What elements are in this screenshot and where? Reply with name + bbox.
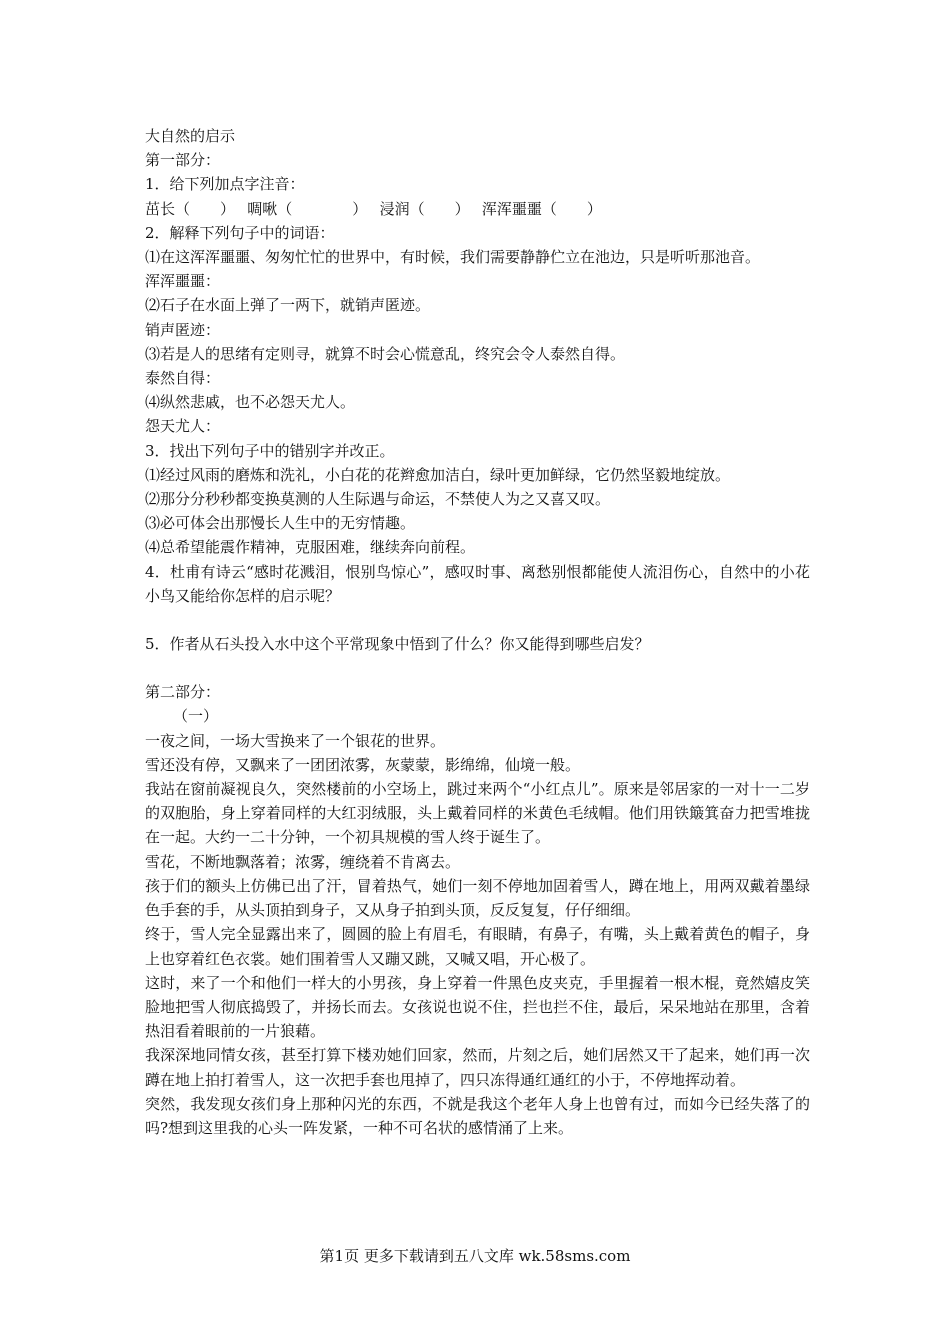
document-body <box>145 124 810 1140</box>
question-2-sentence: ⑷纵然悲戚，也不必怨天尤人。 <box>145 393 356 412</box>
question-3-prompt: 3．找出下列句子中的错别字并改正。 <box>145 441 395 460</box>
question-3-item: ⑷总希望能震作精神，克服困难，继续奔向前程。 <box>145 538 476 557</box>
question-1-items <box>145 197 810 221</box>
story-paragraph: 终于，雪人完全显露出来了，圆圆的脸上有眉毛，有眼睛，有鼻子，有嘴，头上戴着黄色的帽子，身上也穿着红色衣裳。她们围着雪人又蹦又跳，又喊又唱，开心极了。 <box>145 925 810 968</box>
question-2-term: 浑浑噩噩： <box>145 272 221 291</box>
question-2-sentence: ⑵石子在水面上弹了一两下，就销声匿迹。 <box>145 296 431 315</box>
question-5: 5．作者从石头投入水中这个平常现象中悟到了什么？你又能得到哪些启发？ <box>145 635 650 654</box>
question-2-term: 泰然自得： <box>145 369 221 388</box>
page-footer: 第1页 更多下载请到五八文库 wk.58sms.com <box>319 1247 631 1265</box>
question-2-term: 销声匿迹： <box>145 320 221 339</box>
phonetic-item: 浑浑噩噩（ ） <box>481 199 602 218</box>
question-4: 4．杜甫有诗云“感时花溅泪，恨别鸟惊心”，感叹时事、离愁别恨都能使人流泪伤心，自然中的小花小鸟又能给你怎样的启示呢？ <box>145 562 810 605</box>
story-paragraph: 雪花，不断地飘落着；浓雾，缠绕着不肯离去。 <box>145 852 461 871</box>
part1-heading: 第一部分： <box>145 151 221 170</box>
story-paragraph: 雪还没有停，又飘来了一团团浓雾，灰蒙蒙，影绵绵，仙境一般。 <box>145 755 581 774</box>
story-paragraph: 孩于们的额头上仿佛已出了汗，冒着热气，她们一刻不停地加固着雪人，蹲在地上，用两双戴着墨绿色手套的手，从头顶拍到身子，又从身子拍到头顶，反反复复，仔仔细细。 <box>145 876 810 920</box>
question-2-sentence: ⑴在这浑浑噩噩、匆匆忙忙的世界中，有时候，我们需要静静伫立在池边，只是听听那池音。 <box>145 248 761 267</box>
phonetic-item: 茁长（ ） <box>145 199 228 218</box>
question-1-prompt: 1．给下列加点字注音： <box>145 175 305 194</box>
document-title: 大自然的启示 <box>145 127 236 145</box>
story-paragraph: 我站在窗前凝视良久，突然楼前的小空场上，跳过来两个“小红点儿”。原来是邻居家的一对十一二岁的双胞胎，身上穿着同样的大红羽绒服，头上戴着同样的米黄色毛绒帽。他们用铁簸箕奋力把雪堆拢在一起。大约一二十分钟，一个初具规模的雪人终于诞生了。 <box>145 780 810 847</box>
question-3-item: ⑵那分分秒秒都变换莫测的人生际遇与命运，不禁使人为之又喜又叹。 <box>145 490 611 509</box>
story-paragraph: 这时，来了一个和他们一样大的小男孩，身上穿着一件黑色皮夹克，手里握着一根木棍，竟然嬉皮笑脸地把雪人彻底捣毁了，并扬长而去。女孩说也说不住，拦也拦不住，最后，呆呆地站在那里，含着热泪看着眼前的一片狼藉。 <box>145 973 810 1041</box>
question-2-sentence: ⑶若是人的思绪有定则寻，就算不时会心慌意乱，终究会令人泰然自得。 <box>145 344 626 363</box>
phonetic-item: 浸润（ ） <box>379 199 463 218</box>
phonetic-item: 啁啾（ ） <box>247 199 360 218</box>
question-2-prompt: 2．解释下列句子中的词语： <box>145 223 335 242</box>
question-3-item: ⑴经过风雨的磨炼和洗礼，小白花的花辫愈加洁白，绿叶更加鲜绿，它仍然坚毅地绽放。 <box>145 465 731 484</box>
answer-space <box>145 608 810 632</box>
question-2-term: 怨天尤人： <box>145 417 221 436</box>
question-3-item: ⑶必可体会出那慢长人生中的无穷情趣。 <box>145 514 416 533</box>
answer-space <box>145 656 810 680</box>
story-paragraph: 突然，我发现女孩们身上那种闪光的东西，不就是我这个老年人身上也曾有过，而如今已经失落了的吗?想到这里我的心头一阵发紧，一种不可名状的感情涌了上来。 <box>145 1094 810 1137</box>
story-paragraph: 我深深地同情女孩，甚至打算下楼劝她们回家，然而，片刻之后，她们居然又干了起来，她们再一次蹲在地上拍打着雪人，这一次把手套也甩掉了，四只冻得通红通红的小于，不停地挥动着。 <box>145 1046 810 1089</box>
part2-subheading: （一） <box>173 707 219 726</box>
story-paragraph: 一夜之间，一场大雪换来了一个银花的世界。 <box>145 731 446 750</box>
part2-heading: 第二部分： <box>145 683 221 702</box>
